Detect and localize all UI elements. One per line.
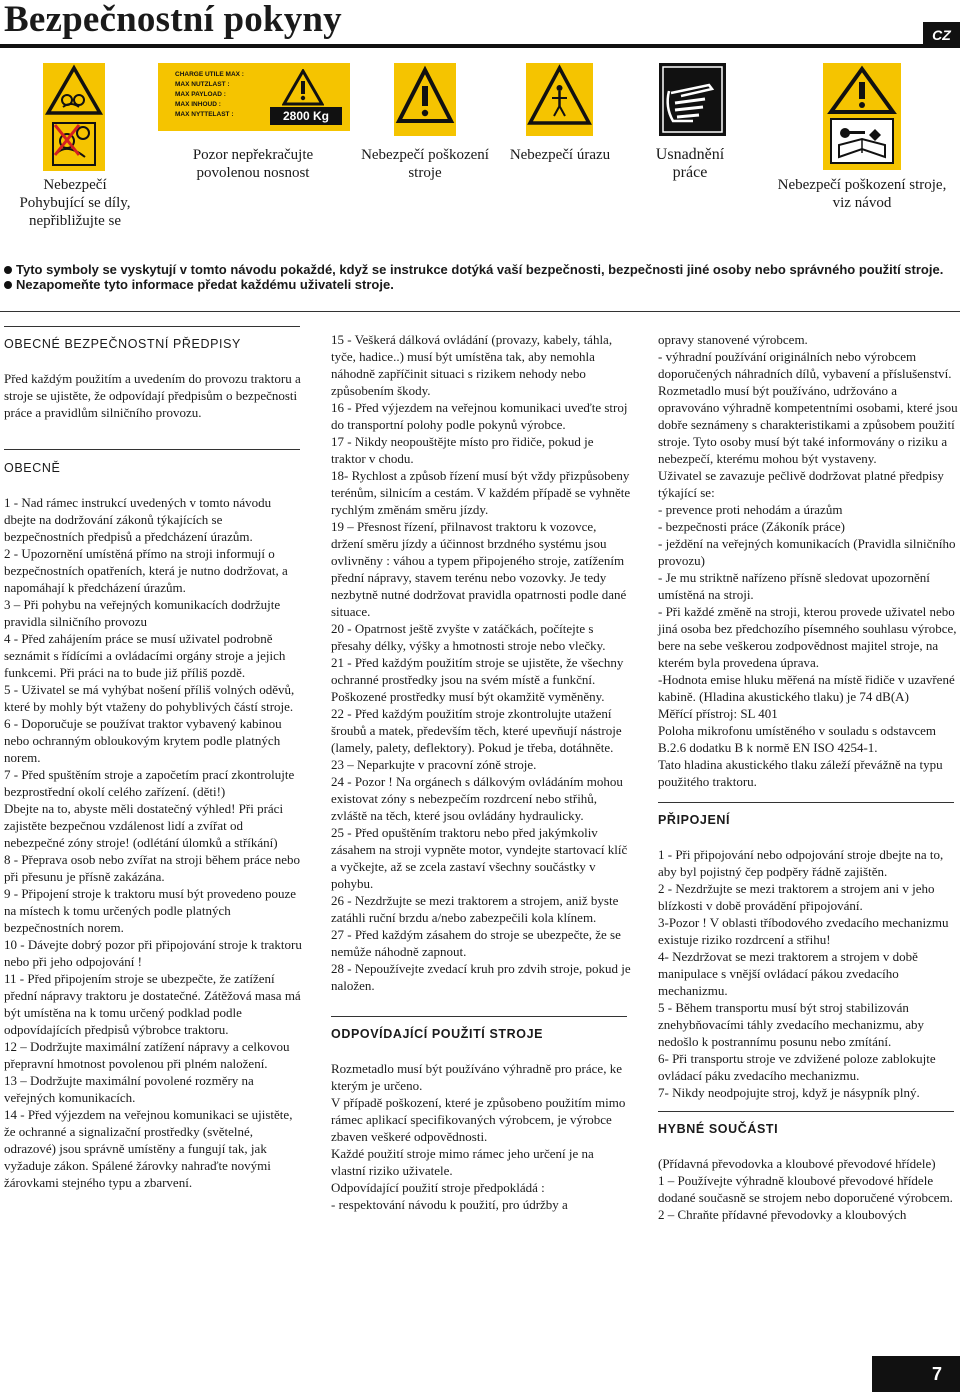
read-manual-sign bbox=[823, 63, 901, 170]
rule-item: 1 – Používejte výhradně kloubové převodové hřídele dodané současně se strojem nebo doporučené výrobcem. bbox=[658, 1173, 953, 1205]
notice-item: Tyto symboly se vyskytují v tomto návodu pokaždé, když se instrukce dotýká vaší bezpečnosti, bezpečnosti jiné osoby nebo správného použití stroje. bbox=[4, 262, 954, 277]
machine-damage-caption: Nebezpečí poškození stroje bbox=[361, 147, 489, 181]
header-rule bbox=[0, 44, 923, 48]
rule-item: 4 - Před zahájením práce se musí uživatel podrobně seznámit s řídícími a ovládacími orgány stroje a jejich funkcemi. Při práci na to bude již příliš pozdě. bbox=[4, 631, 286, 680]
section-heading: OBECNĚ bbox=[4, 461, 61, 475]
divider bbox=[4, 449, 300, 450]
paragraph: - respektování návodu k použití, pro údržby a bbox=[331, 1197, 568, 1212]
rule-item: 14 - Před výjezdem na veřejnou komunikaci se ujistěte, že ochranné a signalizační prostředky (světelné, odrazové) jsou správně umístěny a fungují tak, jak vyžaduje zákon. Spálené žárovky nahraďte novými žárovkami stejného typu a zbarvení. bbox=[4, 1107, 293, 1190]
rule-item: 28 - Nepoužívejte zvedací kruh pro zdvih stroje, pokud je naložen. bbox=[331, 961, 631, 993]
rule-item: 3 – Při pohybu na veřejných komunikacích dodržujte pravidla silničního provozu bbox=[4, 597, 281, 629]
injured-person-icon bbox=[526, 63, 593, 136]
rule-item: 12 – Dodržujte maximální zatížení nápravy a celkovou přepravní hmotnost povolenou při plném naložení. bbox=[4, 1039, 290, 1071]
paragraph: Odpovídající použití stroje předpokládá : bbox=[331, 1180, 545, 1195]
rule-item: 15 - Veškerá dálková ovládání (provazy, kabely, táhla, tyče, hadice..) musí být umístěna tak, aby nemohla náhodně zapříčinit situaci s rizikem nehody nebo způsobením škody. bbox=[331, 332, 613, 398]
page-title: Bezpečnostní pokyny bbox=[4, 0, 342, 40]
notice-list bbox=[4, 262, 954, 292]
section-heading: ODPOVÍDAJÍCÍ POUŽITÍ STROJE bbox=[331, 1027, 544, 1041]
load-label-line: MAX PAYLOAD : bbox=[175, 91, 226, 98]
rule-item: 2 - Upozornění umístěná přímo na stroji informují o bezpečnostních opatřeních, která je nutno dodržovat, a napomáhají k předcházení úrazům. bbox=[4, 546, 288, 595]
rule-item: 13 – Dodržujte maximální povolené rozměry na veřejných komunikacích. bbox=[4, 1073, 254, 1105]
moving-parts-icon bbox=[43, 63, 105, 171]
paragraph: Rozmetadlo musí být používáno výhradně pro práce, ke kterým je určeno. bbox=[331, 1061, 622, 1093]
paragraph: Tato hladina akustického tlaku záleží převážně na typu použitého traktoru. bbox=[658, 757, 943, 789]
divider bbox=[331, 1016, 627, 1017]
ease-work-caption: Usnadnění práce bbox=[655, 146, 725, 181]
paragraph: Měřící přístroj: SL 401 bbox=[658, 706, 778, 721]
rule-item: 2 – Chraňte přídavné převodovky a kloubových bbox=[658, 1207, 907, 1222]
rule-item: 10 - Dávejte dobrý pozor při připojování stroje k traktoru nebo při jeho odpojování ! bbox=[4, 937, 302, 969]
rule-item: 5 - Uživatel se má vyhýbat nošení příliš volných oděvů, které by mohly být vtaženy do pohyblivých částí stroje. bbox=[4, 682, 295, 714]
manual-caption: Nebezpečí poškození stroje, viz návod bbox=[777, 177, 947, 211]
rule-item: 7- Nikdy neodpojujte stroj, když je násypník plný. bbox=[658, 1085, 920, 1100]
rule-item: 9 - Připojení stroje k traktoru musí být provedeno pouze na místech k tomu určených podle platných bezpečnostních norem. bbox=[4, 886, 297, 935]
section-heading: OBECNÉ BEZPEČNOSTNÍ PŘEDPISY bbox=[4, 337, 241, 351]
load-limit-sign bbox=[158, 63, 350, 131]
section-heading: PŘIPOJENÍ bbox=[658, 813, 731, 827]
divider bbox=[658, 802, 954, 803]
rule-item: 8 - Přeprava osob nebo zvířat na stroji během práce nebo při přesunu je přísně zakázána. bbox=[4, 852, 301, 884]
paragraph: V případě poškození, které je způsobeno použitím mimo rámec aplikací specifikovaných výrobcem, je výrobce zbaven veškeré odpovědnosti. bbox=[331, 1095, 626, 1144]
rule-item: 24 - Pozor ! Na orgánech s dálkovým ovládáním mohou existovat zóny s nebezpečím rozdrcení nebo střihů, zvláště na těch, které jsou ovládány hydraulicky. bbox=[331, 774, 623, 823]
load-label-line: CHARGE UTILE MAX : bbox=[175, 71, 244, 78]
moving-parts-warning-sign bbox=[43, 63, 105, 171]
load-limit-caption: Pozor nepřekračujte povolenou nosnost bbox=[192, 147, 314, 181]
rule-item: 22 - Před každým použitím stroje zkontrolujte utažení šroubů a matek, především těch, které upevňují nástroje (lamely, palety, deflektory). Pokud je třeba, dotáhněte. bbox=[331, 706, 622, 755]
moving-parts-caption: Nebezpečí Pohybující se díly, nepřibližujte se bbox=[19, 177, 131, 229]
warning-triangle-icon bbox=[394, 63, 456, 136]
rule-item: 5 - Během transportu musí být stroj stabilizován znehybňovacími táhly zvedacího mechanizmu, aby nedošlo k postrannímu posunu nebo zmítání. bbox=[658, 1000, 925, 1049]
paragraph: opravy stanovené výrobcem. bbox=[658, 332, 808, 347]
ease-work-sign bbox=[659, 63, 726, 136]
paragraph: - ježdění na veřejných komunikacích (Pravidla silničního provozu) bbox=[658, 536, 956, 568]
rule-item: 20 - Opatrnost ještě zvyšte v zatáčkách, počítejte s přesahy délky, výšky a hmotnosti stroje nebo vlečky. bbox=[331, 621, 606, 653]
paragraph: - Je mu striktně nařízeno přísně sledovat upozornění umístěná na stroji. bbox=[658, 570, 930, 602]
notice-item: Nezapomeňte tyto informace předat každému uživateli stroje. bbox=[4, 277, 954, 292]
rule-item: 11 - Před připojením stroje se ubezpečte, že zatížení přední nápravy traktoru je dostatečné. Zátěžová masa má být umístěna na k tomu určený podklad podle odpovídajících předpisů výbrobce traktoru. bbox=[4, 971, 301, 1037]
load-label-line: MAX INHOUD : bbox=[175, 101, 221, 108]
rule-item: 4- Nezdržovat se mezi traktorem a strojem v době manipulace s vnější ovládací pákou zvedacího mechanizmu. bbox=[658, 949, 918, 998]
rule-item: 21 - Před každým použitím stroje se ujistěte, že všechny ochranné prostředky jsou na svém místě a funkční. Poškozené prostředky musí být okamžitě vyměněny. bbox=[331, 655, 624, 704]
rule-item: (Přídavná převodovka a kloubové převodové hřídele) bbox=[658, 1156, 936, 1171]
divider bbox=[658, 1111, 954, 1112]
rule-item: 26 - Nezdržujte se mezi traktorem a strojem, aniž byste zatáhli ruční brzdu a/nebo zabezpečili kola klínem. bbox=[331, 893, 619, 925]
column-2 bbox=[331, 331, 631, 1213]
intro-paragraph: Před každým použitím a uvedením do provozu traktoru a stroje se ujistěte, že odpovídají předpisům o bezpečnosti práce a pravidlům silničního provozu. bbox=[4, 371, 301, 420]
paragraph: Rozmetadlo musí být používáno, udržováno a opravováno výhradně kompetentními osobami, které jsou dobře seznámeny s charakteristikami a způsobem použití stroje. Tyto osoby musí být také informovány o riziku a nebezpečí, kterému mohou být vystaveny. bbox=[658, 383, 958, 466]
rule-item: 1 - Nad rámec instrukcí uvedených v tomto návodu dbejte na dodržování zákonů týkajících se bezpečnostních předpisů a předcházení úrazům. bbox=[4, 495, 272, 544]
manual-book-icon bbox=[823, 63, 901, 170]
rule-item: 6- Při transportu stroje ve zdvižené poloze zablokujte ovládací páku zvedacího mechanizmu. bbox=[658, 1051, 936, 1083]
rule-item: 27 - Před každým zásahem do stroje se ubezpečte, že se nemůže náhodně zapnout. bbox=[331, 927, 621, 959]
rule-item: 17 - Nikdy neopouštějte místo pro řidiče, pokud je traktor v chodu. bbox=[331, 434, 594, 466]
pointing-hand-icon bbox=[659, 63, 726, 136]
paragraph: Poloha mikrofonu umístěného v souladu s odstavcem B.2.6 dodatku B k normě EN ISO 4254-1. bbox=[658, 723, 937, 755]
rule-item: Dbejte na to, abyste měli dostatečný výhled! Při práci zajistěte bezpečnou vzdálenost lidí a zvířat od nebezpečné zóny stroje! (odlétání úlomků a stříkání) bbox=[4, 801, 284, 850]
load-label-line: MAX NYTTELAST : bbox=[175, 111, 234, 118]
column-1 bbox=[4, 326, 304, 1191]
section-heading: HYBNÉ SOUČÁSTI bbox=[658, 1122, 779, 1136]
rule-item: 1 - Při připojování nebo odpojování stroje dbejte na to, aby byl pojistný čep podpěry řádně zajištěn. bbox=[658, 847, 944, 879]
paragraph: Uživatel se zavazuje pečlivě dodržovat platné předpisy týkající se: bbox=[658, 468, 944, 500]
paragraph: - výhradní používání originálních nebo výrobcem doporučených náhradních dílů, vybavení a příslušenství. bbox=[658, 349, 952, 381]
rule-item: 3-Pozor ! V oblasti tříbodového zvedacího mechanizmu existuje riziko rozdrcení a střihu! bbox=[658, 915, 949, 947]
divider bbox=[4, 326, 300, 327]
rule-item: 23 – Neparkujte v pracovní zóně stroje. bbox=[331, 757, 537, 772]
page-number: 7 bbox=[872, 1356, 960, 1392]
divider bbox=[0, 311, 960, 312]
rule-item: 2 - Nezdržujte se mezi traktorem a strojem ani v jeho blízkosti v době provádění připojování. bbox=[658, 881, 935, 913]
rule-item: 16 - Před výjezdem na veřejnou komunikaci uveďte stroj do transportní polohy podle pokynů výrobce. bbox=[331, 400, 628, 432]
paragraph: Každé použití stroje mimo rámec jeho určení je na vlastní riziko uživatele. bbox=[331, 1146, 594, 1178]
column-3 bbox=[658, 331, 958, 1223]
language-badge: CZ bbox=[923, 22, 960, 48]
warning-triangle-icon bbox=[282, 69, 324, 107]
rule-item: 7 - Před spuštěním stroje a započetím prací zkontrolujte bezprostřední okolí celého zařízení. (děti!) bbox=[4, 767, 295, 799]
rule-item: 6 - Doporučuje se používat traktor vybavený kabinou nebo ochranným obloukovým krytem podle platných norem. bbox=[4, 716, 282, 765]
machine-damage-warning-sign bbox=[394, 63, 456, 136]
load-value: 2800 Kg bbox=[270, 107, 342, 125]
rule-item: 18- Rychlost a způsob řízení musí být vždy přizpůsobeny terénům, silnicím a cestám. V každém případě se vyhněte rychlým změnám směru jízdy. bbox=[331, 468, 631, 517]
load-label-line: MAX NUTZLAST : bbox=[175, 81, 230, 88]
rule-item: 19 – Přesnost řízení, přilnavost traktoru k vozovce, držení směru jízdy a účinnost brzdného systému jsou ovlivněny : váhou a typem připojeného stroje, zatížením přední nápravy, stavem terénu nebo vozovky. Je tedy nezbytně nutné dodržovat pravidla opatrnosti podle dané situace. bbox=[331, 519, 627, 619]
injury-warning-sign bbox=[526, 63, 593, 136]
paragraph: -Hodnota emise hluku měřená na místě řidiče v uzavřené kabině. (Hladina akustického tlaku) je 74 dB(A) bbox=[658, 672, 955, 704]
injury-caption: Nebezpečí úrazu bbox=[509, 147, 611, 163]
paragraph: - Při každé změně na stroji, kterou provede uživatel nebo jiná osoba bez předchozího písemného souhlasu výrobce, bere na sebe veškerou zodpovědnost majitel stroje, na kterém byla provedena úprava. bbox=[658, 604, 957, 670]
rule-item: 25 - Před opuštěním traktoru nebo před jakýmkoliv zásahem na stroji vypněte motor, vyndejte startovací klíč a vyčkejte, až se zcela zastaví všechny součástky v pohybu. bbox=[331, 825, 628, 891]
paragraph: - prevence proti nehodám a úrazům bbox=[658, 502, 843, 517]
paragraph: - bezpečnosti práce (Zákoník práce) bbox=[658, 519, 845, 534]
